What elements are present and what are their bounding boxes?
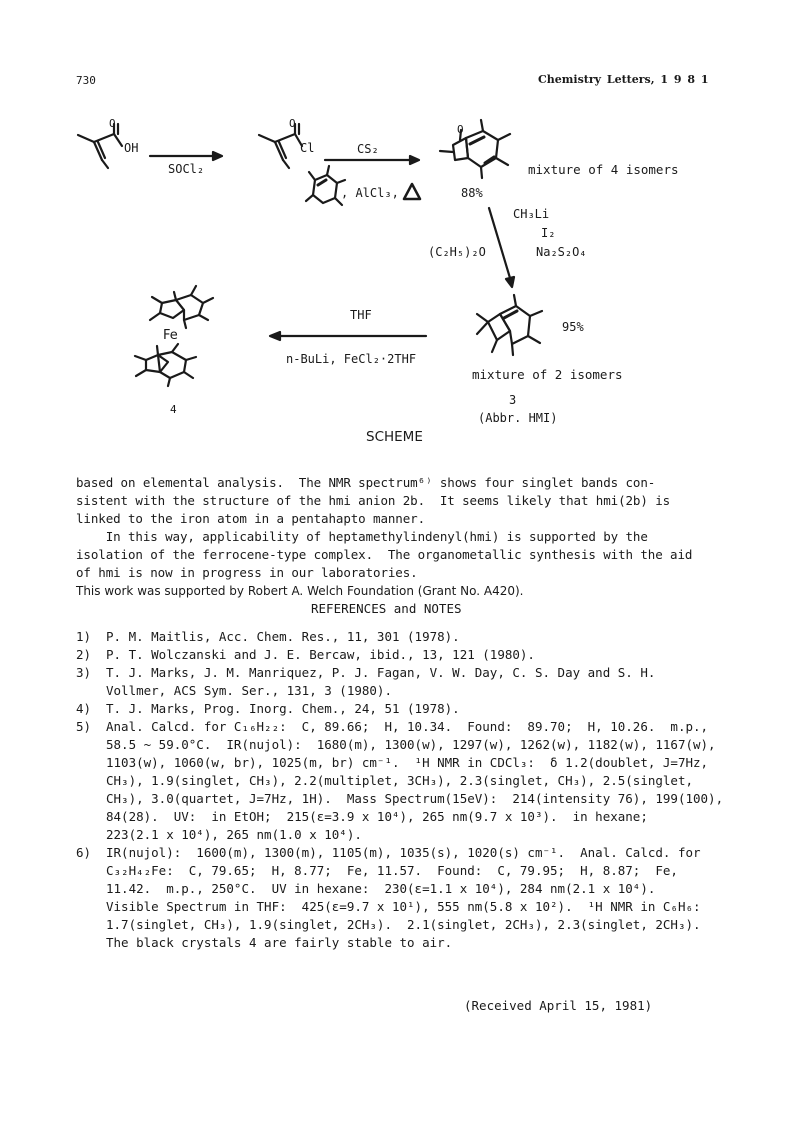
mixture-4-isomers: mixture of 4 isomers (528, 162, 679, 177)
reference-line: C₃₂H₄₂Fe: C, 79.65; H, 8.77; Fe, 11.57. Found: C, 79.95; H, 8.87; Fe, (106, 863, 678, 878)
reagent-thf: THF (350, 308, 372, 322)
reference-number: 1) (76, 629, 92, 644)
references-list (76, 628, 723, 952)
received-date: (Received April 15, 1981) (464, 998, 653, 1013)
reference-item (76, 844, 723, 952)
arrow-thf (270, 332, 426, 340)
compound-3-number: 3 (509, 393, 517, 407)
label-fe: Fe (163, 328, 178, 343)
reference-line: 58.5 ~ 59.0°C. IR(nujol): 1680(m), 1300(w), 1297(w), 1262(w), 1182(w), 1167(w), (106, 737, 716, 752)
heat-triangle-icon (404, 184, 420, 199)
compound-4-number: 4 (170, 403, 177, 416)
reference-text (106, 664, 655, 700)
reference-line: 1103(w), 1060(w, br), 1025(m, br) cm⁻¹. ¹H NMR in CDCl₃: δ 1.2(doublet, J=7Hz, (106, 755, 709, 770)
scheme-title: SCHEME (366, 429, 423, 445)
hmi-structure (477, 295, 542, 355)
body-paragraph (76, 474, 692, 582)
arrow-socl2 (150, 152, 222, 160)
yield-95: 95% (562, 320, 584, 334)
reference-line: 223(2.1 x 10⁴), 265 nm(1.0 x 10⁴). (106, 827, 362, 842)
label-o-acid: O (109, 117, 116, 130)
reference-line: IR(nujol): 1600(m), 1300(m), 1105(m), 1035(s), 1020(s) cm⁻¹. Anal. Calcd. for (106, 845, 701, 860)
label-o-indanone: O (457, 123, 464, 136)
reference-line: P. M. Maitlis, Acc. Chem. Res., 11, 301 (1978). (106, 629, 460, 644)
body-line: In this way, applicability of heptamethylindenyl(hmi) is supported by the (76, 529, 648, 544)
acknowledgement: This work was supported by Robert A. Welch Foundation (Grant No. A420). (76, 584, 524, 598)
body-line: based on elemental analysis. The NMR spectrum⁶⁾ shows four singlet bands con- (76, 475, 656, 490)
reference-number: 2) (76, 647, 92, 662)
reference-text (106, 844, 701, 952)
mixture-2-isomers: mixture of 2 isomers (472, 367, 623, 382)
reference-line: 84(28). UV: in EtOH; 215(ε=3.9 x 10⁴), 265 nm(9.7 x 10³). in hexane; (106, 809, 648, 824)
reference-number: 3) (76, 665, 92, 680)
reagent-socl2: SOCl₂ (168, 162, 205, 176)
reagent-cs2: CS₂ (357, 142, 379, 156)
arrow-ch3li (489, 208, 514, 287)
reagent-alcl3: , AlCl₃, (341, 186, 399, 200)
reagent-i2: I₂ (541, 226, 556, 240)
reference-item (76, 664, 723, 700)
body-line: isolation of the ferrocene-type complex. The organometallic synthesis with the aid (76, 547, 693, 562)
reference-line: CH₃), 3.0(quartet, J=7Hz, 1H). Mass Spectrum(15eV): 214(intensity 76), 199(100), (106, 791, 724, 806)
reference-line: T. J. Marks, J. M. Manriquez, P. J. Fagan, V. W. Day, C. S. Day and S. H. (106, 665, 656, 680)
indanone-structure (440, 120, 510, 178)
journal-title: Chemistry Letters, 1 9 8 1 (538, 73, 709, 86)
reference-number: 4) (76, 701, 92, 716)
reaction-scheme (0, 0, 793, 450)
pentamethylbenzene-structure (306, 166, 345, 205)
reference-line: The black crystals 4 are fairly stable to air. (106, 935, 453, 950)
reagent-ch3li: CH₃Li (513, 207, 550, 221)
reference-item (76, 628, 723, 646)
body-line: of hmi is now in progress in our laboratories. (76, 565, 418, 580)
reference-text (106, 628, 460, 646)
reference-text (106, 646, 535, 664)
reference-line: Vollmer, ACS Sym. Ser., 131, 3 (1980). (106, 683, 392, 698)
references-heading: REFERENCES and NOTES (311, 601, 462, 616)
reference-item (76, 646, 723, 664)
reference-item (76, 700, 723, 718)
label-o-chloride: O (289, 117, 296, 130)
tiglic-acid-structure (78, 124, 122, 168)
compound-3-abbr: (Abbr. HMI) (478, 411, 558, 425)
reagent-nbuli: n-BuLi, FeCl₂·2THF (286, 352, 417, 366)
body-line: sistent with the structure of the hmi anion 2b. It seems likely that hmi(2b) is (76, 493, 671, 508)
body-line: linked to the iron atom in a pentahapto manner. (76, 511, 426, 526)
arrow-cs2 (325, 156, 419, 164)
reagent-ether: (C₂H₅)₂O (428, 245, 486, 259)
reference-line: T. J. Marks, Prog. Inorg. Chem., 24, 51 (1978). (106, 701, 460, 716)
reference-text (106, 718, 723, 844)
label-oh: OH (124, 141, 139, 155)
reference-text (106, 700, 460, 718)
reference-item (76, 718, 723, 844)
tigloyl-chloride-structure (259, 124, 302, 168)
reference-line: Visible Spectrum in THF: 425(ε=9.7 x 10¹), 555 nm(5.8 x 10²). ¹H NMR in C₆H₆: (106, 899, 701, 914)
reference-line: 11.42. m.p., 250°C. UV in hexane: 230(ε=1.1 x 10⁴), 284 nm(2.1 x 10⁴). (106, 881, 656, 896)
reference-line: CH₃), 1.9(singlet, CH₃), 2.2(multiplet, 3CH₃), 2.3(singlet, CH₃), 2.5(singlet, (106, 773, 693, 788)
reference-line: 1.7(singlet, CH₃), 1.9(singlet, 2CH₃). 2.1(singlet, 2CH₃), 2.3(singlet, 2CH₃). (106, 917, 701, 932)
yield-88: 88% (461, 186, 483, 200)
reference-number: 5) (76, 719, 92, 734)
reference-line: P. T. Wolczanski and J. E. Bercaw, ibid., 13, 121 (1980). (106, 647, 535, 662)
reference-line: Anal. Calcd. for C₁₆H₂₂: C, 89.66; H, 10.34. Found: 89.70; H, 10.26. m.p., (106, 719, 709, 734)
reference-number: 6) (76, 845, 92, 860)
label-cl: Cl (300, 141, 315, 155)
page-number: 730 (76, 74, 96, 87)
reagent-na2s2o4: Na₂S₂O₄ (536, 245, 587, 259)
